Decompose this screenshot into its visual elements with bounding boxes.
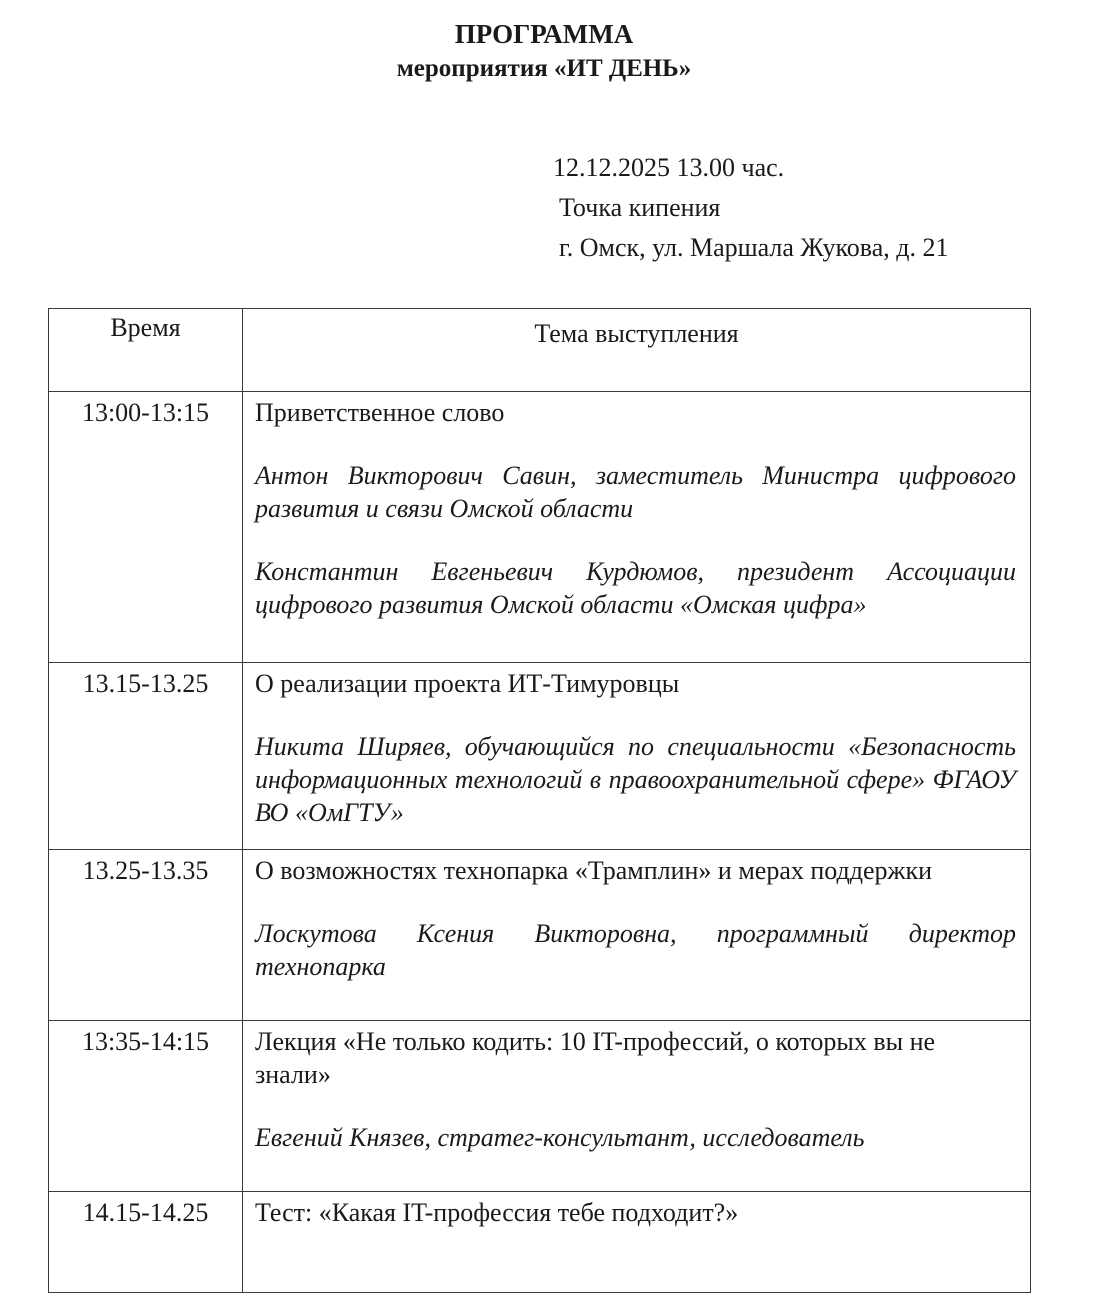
event-address: г. Омск, ул. Маршала Жукова, д. 21 xyxy=(559,233,949,262)
time-cell: 14.15-14.25 xyxy=(49,1192,243,1293)
topic-title: Приветственное слово xyxy=(255,398,505,427)
column-header-time: Время xyxy=(49,309,243,392)
topic-cell xyxy=(243,1021,1031,1192)
topic-title: О реализации проекта ИТ-Тимуровцы xyxy=(255,669,680,698)
time-cell: 13:35-14:15 xyxy=(49,1021,243,1192)
document-title: ПРОГРАММА xyxy=(454,19,634,49)
event-venue: Точка кипения xyxy=(559,193,721,222)
time-cell: 13.25-13.35 xyxy=(49,850,243,1021)
topic-cell xyxy=(243,663,1031,850)
document-subtitle: мероприятия «ИТ ДЕНЬ» xyxy=(396,55,692,82)
topic-title: О возможностях технопарка «Трамплин» и мерах поддержки xyxy=(255,856,933,885)
table-row xyxy=(49,663,1031,850)
event-date-time: 12.12.2025 13.00 час. xyxy=(553,153,785,182)
table-row xyxy=(49,1021,1031,1192)
topic-title: Лекция «Не только кодить: 10 IT-профессий, о которых вы не знали» xyxy=(255,1027,936,1089)
table-header-row xyxy=(49,309,1031,392)
speaker-text: Антон Викторович Савин, заместитель Министра цифрового развития и связи Омской области xyxy=(255,461,1016,523)
speaker-text: Лоскутова Ксения Викторовна, программный директор технопарка xyxy=(255,919,1016,981)
table-row xyxy=(49,392,1031,663)
speaker-text: Никита Ширяев, обучающийся по специальности «Безопасность информационных технологий в правоохранительной сфере» ФГАОУ ВО «ОмГТУ» xyxy=(255,732,1016,827)
column-header-topic: Тема выступления xyxy=(243,309,1031,392)
time-cell: 13:00-13:15 xyxy=(49,392,243,663)
speaker-text: Константин Евгеньевич Курдюмов, президент Ассоциации цифрового развития Омской области «Омская цифра» xyxy=(255,557,1016,619)
program-table xyxy=(48,308,1031,1293)
topic-cell xyxy=(243,850,1031,1021)
topic-cell xyxy=(243,392,1031,663)
table-row xyxy=(49,1192,1031,1293)
table-row xyxy=(49,850,1031,1021)
topic-cell xyxy=(243,1192,1031,1293)
topic-title: Тест: «Какая IT-профессия тебе подходит?» xyxy=(255,1198,739,1227)
speaker-text: Евгений Князев, стратег-консультант, исследователь xyxy=(255,1123,865,1152)
time-cell: 13.15-13.25 xyxy=(49,663,243,850)
